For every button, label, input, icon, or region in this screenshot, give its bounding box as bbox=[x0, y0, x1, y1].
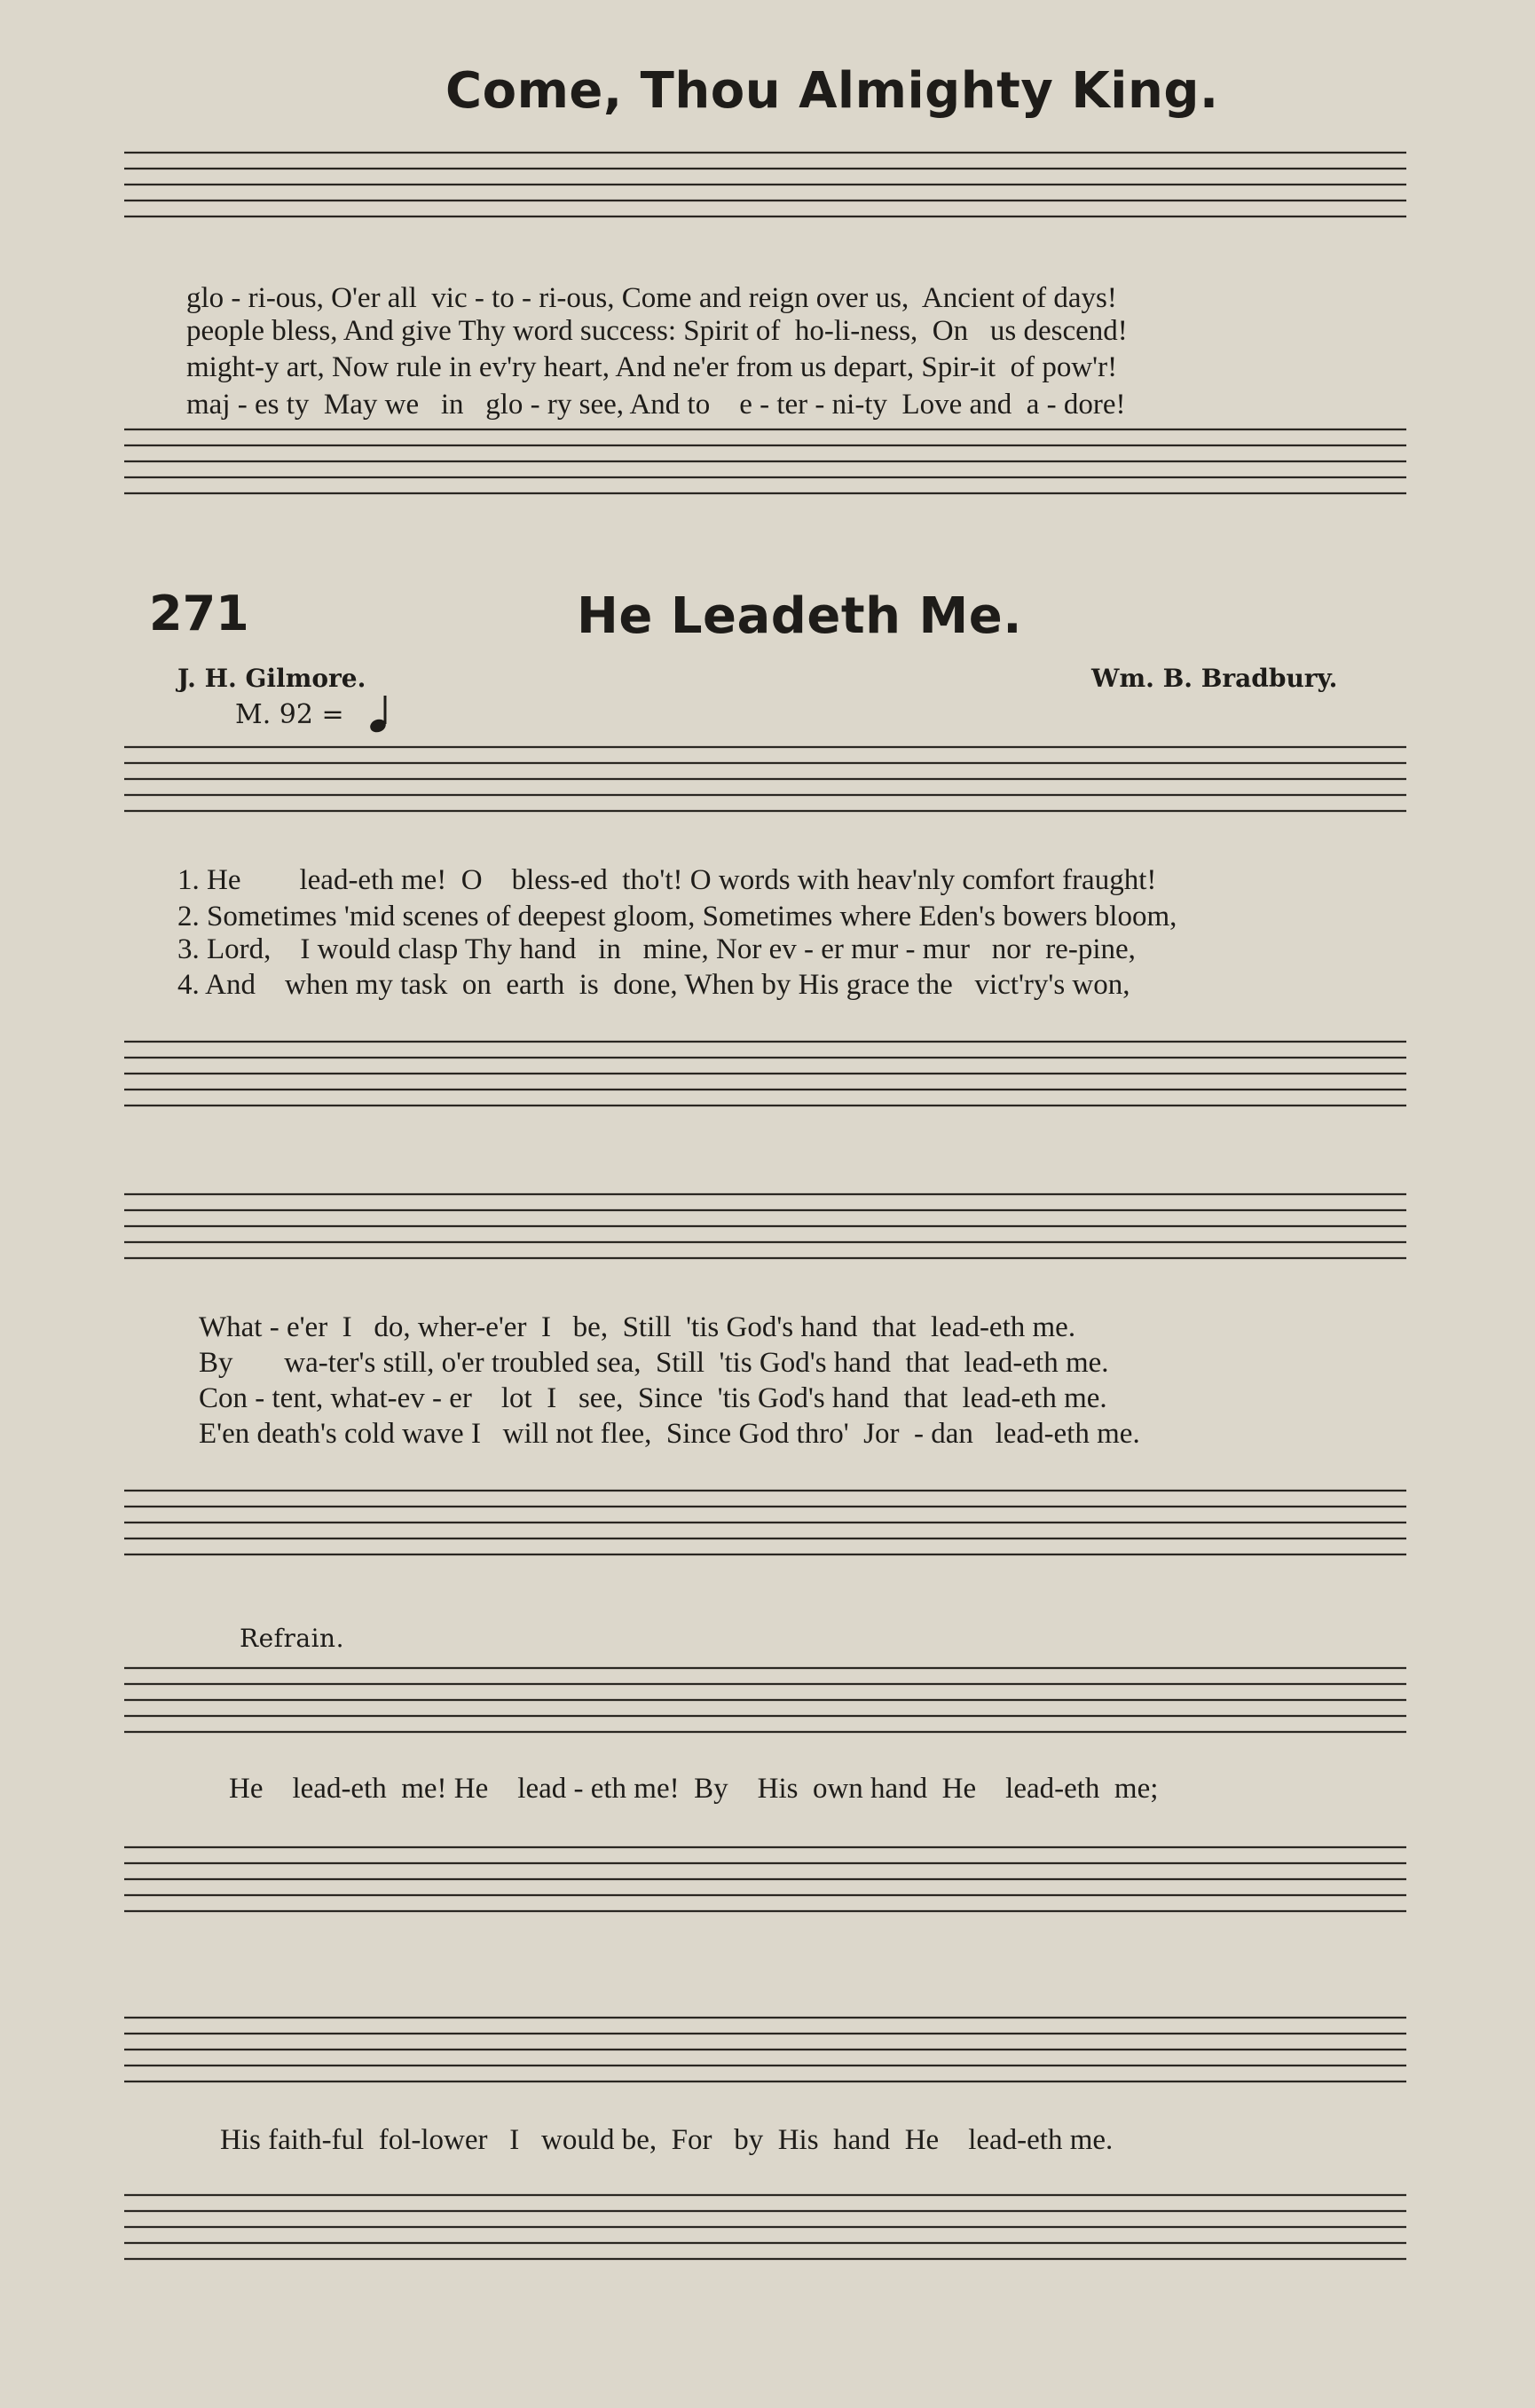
hymn-title-he-leadeth-me: He Leadeth Me. bbox=[577, 587, 1022, 645]
refrain-label: Refrain. bbox=[240, 1624, 344, 1653]
top-verse-3: might-y art, Now rule in ev'ry heart, And ne'er from us depart, Spir-it of pow'r! bbox=[186, 351, 1118, 383]
verse-4-part-2: E'en death's cold wave I will not flee, Since God thro' Jor - dan lead-eth me. bbox=[199, 1418, 1140, 1450]
verse-1-part-1: 1. He lead-eth me! O bless-ed tho't! O words with heav'nly comfort fraught! bbox=[177, 864, 1157, 896]
top-verse-2: people bless, And give Thy word success: Spirit of ho-li-ness, On us descend! bbox=[186, 315, 1128, 347]
top-verse-4: maj - es ty May we in glo - ry see, And to e - ter - ni-ty Love and a - dore! bbox=[186, 389, 1126, 421]
verse-4-part-1: 4. And when my task on earth is done, When by His grace the vict'ry's won, bbox=[177, 969, 1130, 1001]
author-credit: J. H. Gilmore. bbox=[177, 664, 366, 693]
verse-3-part-2: Con - tent, what-ev - er lot I see, Since 'tis God's hand that lead-eth me. bbox=[199, 1382, 1107, 1414]
hymn-title-come-thou-almighty-king: Come, Thou Almighty King. bbox=[445, 62, 1219, 120]
metronome-marking: M. 92 = bbox=[235, 699, 344, 730]
verse-2-part-1: 2. Sometimes 'mid scenes of deepest gloom, Sometimes where Eden's bowers bloom, bbox=[177, 901, 1177, 933]
composer-credit: Wm. B. Bradbury. bbox=[1091, 664, 1338, 693]
verse-1-part-2: What - e'er I do, wher-e'er I be, Still 'tis God's hand that lead-eth me. bbox=[199, 1311, 1076, 1343]
top-verse-1: glo - ri-ous, O'er all vic - to - ri-ous, Come and reign over us, Ancient of days! bbox=[186, 282, 1117, 314]
verse-3-part-1: 3. Lord, I would clasp Thy hand in mine, Nor ev - er mur - mur nor re-pine, bbox=[177, 933, 1136, 965]
refrain-line-1: He lead-eth me! He lead - eth me! By His own hand He lead-eth me; bbox=[229, 1773, 1159, 1805]
refrain-line-2: His faith-ful fol-lower I would be, For by His hand He lead-eth me. bbox=[220, 2124, 1114, 2156]
hymn-number: 271 bbox=[149, 586, 249, 641]
verse-2-part-2: By wa-ter's still, o'er troubled sea, Still 'tis God's hand that lead-eth me. bbox=[199, 1347, 1109, 1379]
